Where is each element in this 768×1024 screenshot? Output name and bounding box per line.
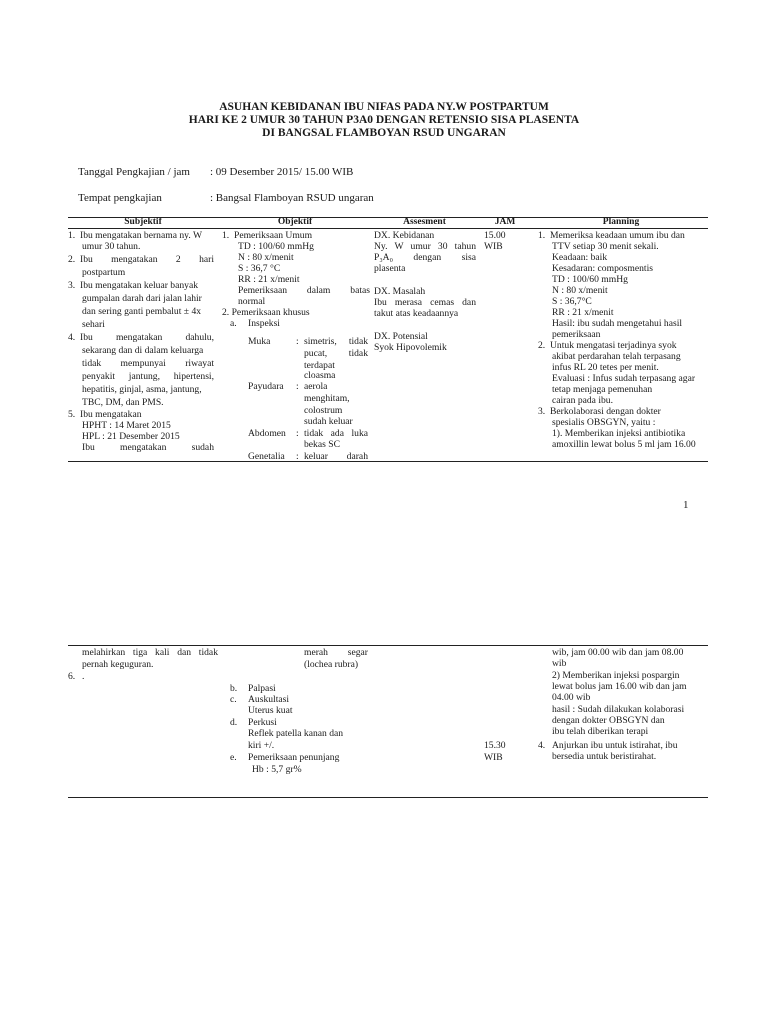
planning-3-line-1: Berkolaborasi dengan dokter xyxy=(550,406,661,417)
subjektif-2-line-2: postpartum xyxy=(82,267,126,278)
subjektif-2-line-1: Ibu mengatakan 2 hari xyxy=(80,254,214,265)
inspeksi-abdomen-value-2: bekas SC xyxy=(304,439,340,450)
inspeksi-genetalia-value-3: (lochea rubra) xyxy=(304,659,359,670)
planning-2-line-5: tetap menjaga pemenuhan xyxy=(552,384,653,395)
subjektif-3-line-3: dan sering ganti pembalut ± 4x xyxy=(82,306,202,317)
list-number: 1. xyxy=(68,230,76,241)
inspeksi-genetalia-value-1: keluar darah xyxy=(304,451,368,462)
planning-3-line-4: amoxillin lewat bolus 5 ml jam 16.00 xyxy=(552,439,696,450)
planning-4-line-1: Anjurkan ibu untuk istirahat, ibu xyxy=(552,740,678,751)
assesment-dx-potensial: DX. Potensial xyxy=(374,331,428,342)
subjektif-4-line-6: TBC, DM, dan PMS. xyxy=(82,397,164,408)
objektif-suhu: S : 36,7 °C xyxy=(238,263,281,274)
planning-3-line-3: 1). Memberikan injeksi antibiotika xyxy=(552,428,686,439)
table-header-rule xyxy=(68,228,708,229)
subjektif-5-hpl: HPL : 21 Desember 2015 xyxy=(82,431,180,442)
planning-3-line-11: dengan dokter OBSGYN dan xyxy=(552,715,665,726)
planning-3-hasil: hasil : Sudah dilakukan kolaborasi xyxy=(552,704,685,715)
planning-1-line-1: Memeriksa keadaan umum ibu dan xyxy=(550,230,685,241)
inspeksi-muka-value-4: cloasma xyxy=(304,370,336,381)
planning-3-line-2: spesialis OBSGYN, yaitu : xyxy=(552,417,656,428)
page-number: 1 xyxy=(683,499,689,511)
objektif-palpasi: Palpasi xyxy=(248,683,276,694)
planning-2-line-6: cairan pada ibu. xyxy=(552,395,613,406)
planning-2-evaluasi: Evaluasi : Infus sudah terpasang agar xyxy=(552,373,696,384)
page-2-top-rule xyxy=(68,645,708,646)
subjektif-3-line-1: Ibu mengatakan keluar banyak xyxy=(80,280,199,291)
inspeksi-payudara-value-1: aerola xyxy=(304,381,328,392)
planning-3-line-8: lewat bolus jam 16.00 wib dan jam xyxy=(552,681,687,692)
objektif-hb: Hb : 5,7 gr% xyxy=(252,764,302,775)
subjektif-4-line-4: penyakit jantung, hipertensi, xyxy=(82,371,214,382)
objektif-auskultasi: Auskultasi xyxy=(248,694,290,705)
objektif-perkusi: Perkusi xyxy=(248,717,277,728)
doc-title-line-3: DI BANGSAL FLAMBOYAN RSUD UNGARAN xyxy=(262,127,506,139)
objektif-column xyxy=(222,230,370,329)
planning-1-line-2: TTV setiap 30 menit sekali. xyxy=(552,241,659,252)
planning-1-kesadaran: Kesadaran: composmentis xyxy=(552,263,653,274)
list-letter: a. xyxy=(230,318,237,329)
inspeksi-genetalia-label: Genetalia xyxy=(248,451,285,462)
planning-3-line-9: 04.00 wib xyxy=(552,692,591,703)
subjektif-4-line-1: Ibu mengatakan dahulu, xyxy=(80,332,214,343)
list-number: 1. xyxy=(538,230,546,241)
planning-1-rr: RR : 21 x/menit xyxy=(552,307,614,318)
objektif-td: TD : 100/60 mmHg xyxy=(238,241,314,252)
header-jam: JAM xyxy=(494,217,516,227)
planning-3-line-12: ibu telah diberikan terapi xyxy=(552,726,649,737)
assesment-line-9: Syok Hipovolemik xyxy=(374,342,447,353)
planning-1-hasil: Hasil: ibu sudah mengetahui hasil xyxy=(552,318,683,329)
assesment-line-4: plasenta xyxy=(374,263,406,274)
doc-title-line-1: ASUHAN KEBIDANAN IBU NIFAS PADA NY.W POSTPARTUM xyxy=(219,101,549,113)
header-objektif: Objektif xyxy=(277,217,313,227)
planning-3-line-5: wib, jam 00.00 wib dan jam 08.00 xyxy=(552,647,684,658)
list-number: 1. xyxy=(222,230,230,241)
place-value: : Bangsal Flamboyan RSUD ungaran xyxy=(210,192,374,204)
list-letter: d. xyxy=(230,717,238,728)
inspeksi-genetalia-value-2: merah segar xyxy=(304,647,368,658)
list-number: 2. xyxy=(538,340,546,351)
header-subjektif: Subjektif xyxy=(124,217,162,227)
assesment-line-3: P₃A₀ dengan sisa xyxy=(374,252,476,263)
page-2-bottom-rule xyxy=(68,797,708,798)
subjektif-3-line-4: sehari xyxy=(82,319,105,330)
planning-2-line-1: Untuk mengatasi terjadinya syok xyxy=(550,340,677,351)
inspeksi-abdomen-label: Abdomen xyxy=(248,428,286,439)
list-number: 2. xyxy=(68,254,76,265)
subjektif-6-line-1: . xyxy=(82,671,85,682)
inspeksi-muka-label: Muka xyxy=(248,336,271,347)
inspeksi-muka-value-2: pucat, tidak xyxy=(304,348,368,359)
header-planning: Planning xyxy=(602,217,640,227)
subjektif-1-line-1: Ibu mengatakan bernama ny. W xyxy=(80,230,203,241)
subjektif-1-line-2: umur 30 tahun. xyxy=(82,241,141,252)
objektif-perkusi-value-1: Reflek patella kanan dan xyxy=(248,728,344,739)
planning-column xyxy=(538,230,706,450)
planning-1-td: TD : 100/60 mmHg xyxy=(552,274,628,285)
objektif-pemeriksaan-khusus: 2. Pemeriksaan khusus xyxy=(222,307,310,318)
objektif-pemeriksaan-umum: Pemeriksaan Umum xyxy=(234,230,313,241)
inspeksi-muka-value-3: terdapat xyxy=(304,360,335,371)
list-number: 4. xyxy=(538,740,546,751)
subjektif-5-line-1: Ibu mengatakan xyxy=(80,409,142,420)
jam-time-2: 15.30 xyxy=(484,740,506,751)
assesment-column xyxy=(374,230,476,353)
inspeksi-abdomen-value-1: tidak ada luka xyxy=(304,428,368,439)
jam-time-1: 15.00 xyxy=(484,230,506,241)
objektif-perkusi-value-2: kiri +/. xyxy=(248,740,275,751)
date-value: : 09 Desember 2015/ 15.00 WIB xyxy=(210,166,354,178)
assesment-dx-kebidanan: DX. Kebidanan xyxy=(374,230,435,241)
objektif-inspeksi: Inspeksi xyxy=(248,318,280,329)
objektif-pemeriksaan-line-2: normal xyxy=(238,296,266,307)
assesment-dx-masalah: DX. Masalah xyxy=(374,286,426,297)
planning-3-line-6: wib xyxy=(552,658,567,669)
place-label: Tempat pengkajian xyxy=(78,192,162,204)
objektif-penunjang: Pemeriksaan penunjang xyxy=(248,752,340,763)
list-letter: c. xyxy=(230,694,237,705)
list-number: 6. xyxy=(68,671,76,682)
assesment-line-6: Ibu merasa cemas dan xyxy=(374,297,476,308)
planning-1-keadaan: Keadaan: baik xyxy=(552,252,608,263)
objektif-pemeriksaan-line-1: Pemeriksaan dalam batas xyxy=(238,285,370,296)
date-label: Tanggal Pengkajian / jam xyxy=(78,166,190,178)
subjektif-4-line-3: tidak mempunyai riwayat xyxy=(82,358,214,369)
subjektif-5-line-4: Ibu mengatakan sudah xyxy=(82,442,214,453)
inspeksi-payudara-value-3: colostrum xyxy=(304,405,343,416)
list-letter: e. xyxy=(230,752,237,763)
inspeksi-payudara-label: Payudara xyxy=(248,381,284,392)
list-number: 5. xyxy=(68,409,76,420)
subjektif-column xyxy=(68,230,214,453)
jam-unit-2: WIB xyxy=(484,752,503,763)
header-assesment: Assesment xyxy=(403,217,446,227)
subjektif-5-line-6: pernah keguguran. xyxy=(82,659,154,670)
inspeksi-muka-value-1: simetris, tidak xyxy=(304,336,368,347)
jam-unit-1: WIB xyxy=(484,241,503,252)
subjektif-3-line-2: gumpalan darah dari jalan lahir xyxy=(82,293,202,304)
planning-2-line-2: akibat perdarahan telah terpasang xyxy=(552,351,681,362)
planning-2-line-3: infus RL 20 tetes per menit. xyxy=(552,362,659,373)
list-letter: b. xyxy=(230,683,238,694)
assesment-line-7: takut atas keadaannya xyxy=(374,308,459,319)
assesment-line-2: Ny. W umur 30 tahun xyxy=(374,241,476,252)
subjektif-4-line-2: sekarang dan di dalam keluarga xyxy=(82,345,204,356)
planning-1-pemeriksaan: pemeriksaan xyxy=(552,329,601,340)
objektif-auskultasi-value: Uterus kuat xyxy=(248,705,293,716)
inspeksi-payudara-value-4: sudah keluar xyxy=(304,416,353,427)
doc-title-line-2: HARI KE 2 UMUR 30 TAHUN P3A0 DENGAN RETENSIO SISA PLASENTA xyxy=(188,114,580,126)
list-number: 3. xyxy=(538,406,546,417)
planning-3-line-7: 2) Memberikan injeksi pospargin xyxy=(552,670,680,681)
planning-column-continued xyxy=(552,647,708,737)
list-number: 3. xyxy=(68,280,76,291)
inspeksi-payudara-value-2: menghitam, xyxy=(304,393,350,404)
list-number: 4. xyxy=(68,332,76,343)
subjektif-5-hpht: HPHT : 14 Maret 2015 xyxy=(82,420,171,431)
planning-1-nadi: N : 80 x/menit xyxy=(552,285,608,296)
planning-4-line-2: bersedia untuk beristirahat. xyxy=(552,751,657,762)
page-1-bottom-rule xyxy=(68,461,708,462)
subjektif-5-line-5: melahirkan tiga kali dan tidak xyxy=(82,647,218,658)
objektif-rr: RR : 21 x/menit xyxy=(238,274,300,285)
objektif-nadi: N : 80 x/menit xyxy=(238,252,294,263)
planning-1-suhu: S : 36,7°C xyxy=(552,296,592,307)
subjektif-4-line-5: hepatitis, ginjal, asma, jantung, xyxy=(82,384,202,395)
